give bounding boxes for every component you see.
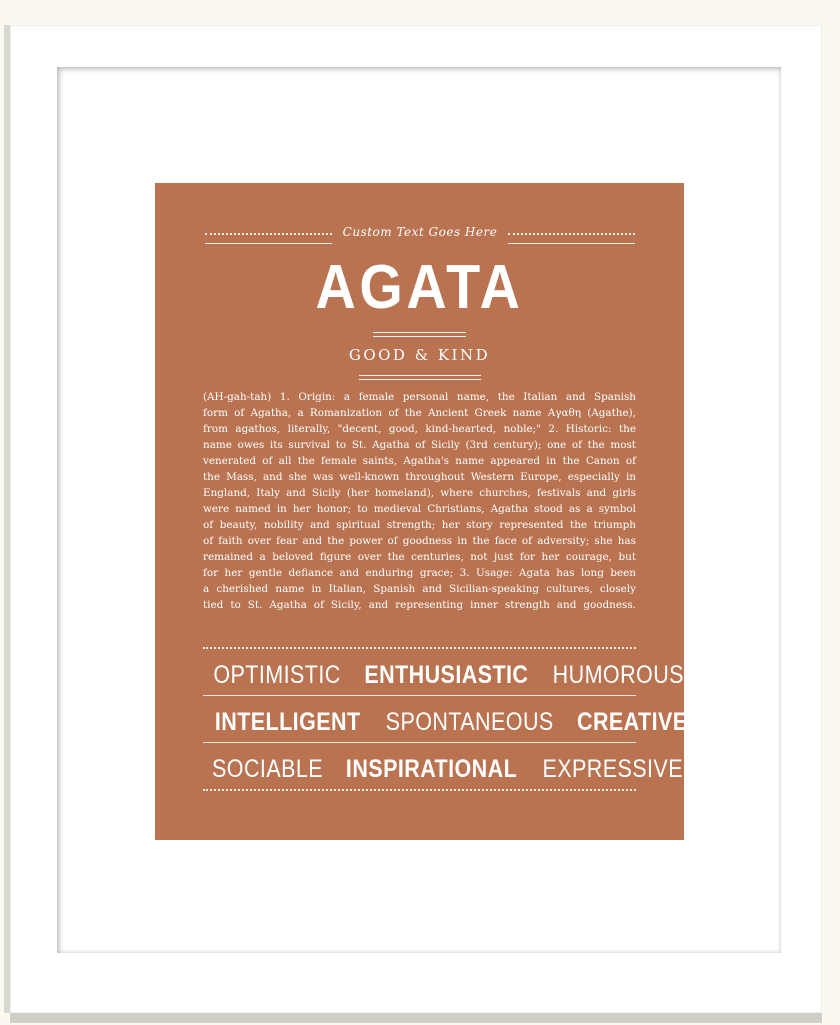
description-line: (AH-gah-tah) 1. Origin: a female personal name, the Italian and Spanish	[203, 391, 636, 403]
trait-row	[203, 749, 684, 789]
dotted-divider-left	[205, 233, 332, 244]
trait-word: HUMOROUS	[552, 661, 684, 689]
description-line: of faith over fear and the power of goodness in the face of adversity; she has	[203, 535, 636, 547]
trait-word: EXPRESSIVE	[542, 755, 684, 783]
trait-word: CREATIVE	[576, 708, 688, 736]
trait-row	[203, 655, 684, 695]
trait-word: INTELLIGENT	[214, 708, 361, 736]
description-line: form of Agatha, a Romanization of the Ancient Greek name Αγαθη (Agathe),	[203, 407, 636, 419]
description-line: tied to St. Agatha of Sicily, and representing inner strength and goodness.	[203, 599, 636, 611]
name-meaning-print	[155, 183, 688, 840]
name-meaning: GOOD & KIND	[348, 346, 491, 364]
trait-divider	[203, 695, 636, 696]
custom-text: Custom Text Goes Here	[342, 225, 498, 239]
description-line: venerated of all the female saints, Agatha's name appeared in the Canon of	[203, 455, 636, 467]
trait-word: SPONTANEOUS	[386, 708, 555, 736]
description-line: remained a beloved figure over the centuries, not just for her courage, but	[203, 551, 636, 563]
description-line: a cherished name in Italian, Spanish and Sicilian-speaking cultures, closely	[203, 583, 636, 595]
trait-word: ENTHUSIASTIC	[364, 661, 529, 689]
trait-divider	[203, 742, 636, 743]
description-line: were named in her honor; to medieval Christians, Agatha stood as a symbol	[203, 503, 636, 515]
name-title: AGATA	[315, 253, 524, 322]
description-line: from agathos, literally, "decent, good, kind-hearted, noble;" 2. Historic: the	[203, 423, 636, 435]
trait-row	[203, 702, 688, 742]
description-line: for her gentle defiance and enduring grace; 3. Usage: Agata has long been	[203, 567, 636, 579]
double-rule-upper	[373, 332, 466, 337]
name-description	[203, 389, 636, 613]
trait-word: INSPIRATIONAL	[345, 755, 518, 783]
trait-word: OPTIMISTIC	[213, 661, 341, 689]
header-row	[205, 223, 635, 243]
description-line: of beauty, nobility and spiritual strength; her story represented the triumph	[203, 519, 636, 531]
description-line: the Mass, and she was well-known throughout Western Europe, especially in	[203, 471, 636, 483]
description-line: name owes its survival to St. Agatha of Sicily (3rd century); one of the most	[203, 439, 636, 451]
dotted-divider-traits-bottom	[203, 789, 636, 791]
dotted-divider-right	[508, 233, 635, 244]
trait-word: SOCIABLE	[212, 755, 324, 783]
dotted-divider-traits-top	[203, 647, 636, 649]
double-rule-lower	[359, 375, 481, 380]
description-line: England, Italy and Sicily (her homeland), where churches, festivals and girls	[203, 487, 636, 499]
